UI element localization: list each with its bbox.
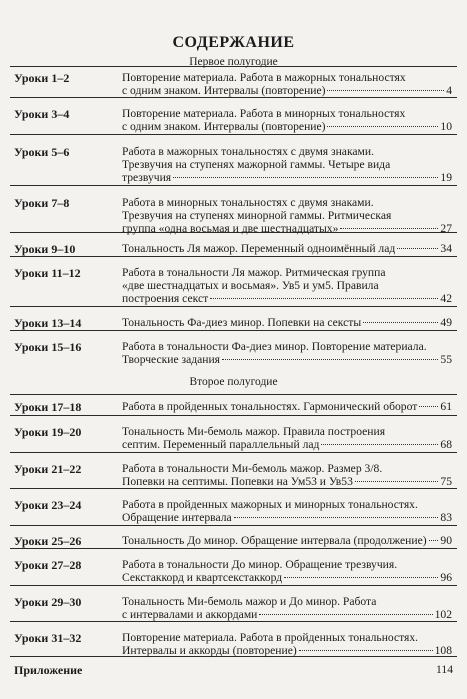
lesson-label: Уроки 23–24	[14, 498, 82, 512]
separator-line	[10, 621, 457, 622]
description-line: Повторение материала. Работа в мажорных тональностях	[122, 71, 406, 84]
description-line: Тональность Ля мажор. Переменный одноимённый лад	[122, 242, 396, 255]
description-line: с интервалами и аккордами	[122, 608, 258, 621]
description-line: «две шестнадцатых и восьмая». Ув5 и ум5. Правила	[122, 279, 379, 292]
description-line: Работа в минорных тональностях с двумя знаками.	[122, 196, 374, 209]
page-number: 4	[446, 84, 452, 97]
lesson-description	[122, 316, 452, 329]
description-last-line	[122, 171, 452, 184]
description-line: септим. Переменный параллельный лад	[122, 438, 320, 451]
description-last-line	[122, 571, 452, 584]
page-number: 83	[440, 511, 452, 524]
separator-line	[10, 525, 457, 526]
description-last-line	[122, 400, 452, 413]
lesson-label: Уроки 7–8	[14, 196, 70, 210]
lesson-description	[122, 462, 452, 488]
leader-dots	[355, 481, 439, 482]
description-line: с одним знаком. Интервалы (повторение)	[122, 84, 326, 97]
description-line: Работа в тональности Ля мажор. Ритмическая группа	[122, 266, 386, 279]
leader-dots	[340, 228, 438, 229]
leader-dots	[234, 517, 439, 518]
lesson-label: Уроки 15–16	[14, 340, 82, 354]
page-number: 75	[440, 475, 452, 488]
leader-dots	[284, 577, 438, 578]
page-number: 102	[434, 608, 452, 621]
description-line: Трезвучия на ступенях минорной гаммы. Ритмическая	[122, 209, 392, 222]
lesson-description	[122, 595, 452, 621]
page-number: 42	[440, 292, 452, 305]
lesson-description	[122, 71, 452, 97]
lesson-label: Уроки 1–2	[14, 71, 70, 85]
page-number: 90	[440, 534, 452, 547]
lesson-label: Уроки 3–4	[14, 107, 70, 121]
lesson-label: Уроки 29–30	[14, 595, 82, 609]
description-last-line	[122, 534, 452, 547]
lesson-description	[122, 400, 452, 413]
leader-dots	[173, 177, 438, 178]
description-last-line	[122, 292, 452, 305]
leader-dots	[327, 126, 438, 127]
page-number: 61	[440, 400, 452, 413]
description-line: группа «одна восьмая и две шестнадцатых»	[122, 222, 339, 235]
leader-dots	[222, 359, 438, 360]
description-line: Секстаккорд и квартсекстаккорд	[122, 571, 283, 584]
appendix-label: Приложение	[14, 663, 83, 677]
separator-line	[10, 134, 457, 135]
page-number: 19	[440, 171, 452, 184]
lesson-description	[122, 631, 452, 657]
lesson-description	[122, 498, 452, 524]
description-line: с одним знаком. Интервалы (повторение)	[122, 120, 326, 133]
description-line: Повторение материала. Работа в пройденных тональностях.	[122, 631, 419, 644]
page-number: 96	[440, 571, 452, 584]
leader-dots	[363, 322, 438, 323]
leader-dots	[419, 406, 438, 407]
lesson-description	[122, 534, 452, 547]
description-last-line	[122, 242, 452, 255]
semester-heading-2: Второе полугодие	[189, 376, 278, 388]
separator-line	[10, 66, 457, 67]
description-line: построения секст	[122, 292, 209, 305]
description-line: Тональность Ми-бемоль мажор и До минор. Работа	[122, 595, 377, 608]
page-number: 49	[440, 316, 452, 329]
leader-dots	[259, 614, 432, 615]
description-line: Работа в тональности Фа-диез минор. Повторение материала.	[122, 340, 427, 353]
separator-line	[10, 452, 457, 453]
lesson-description	[122, 196, 452, 235]
lesson-label: Уроки 31–32	[14, 631, 82, 645]
description-line: Попевки на септимы. Попевки на Ум53 и Ув53	[122, 475, 353, 488]
description-line: трезвучия	[122, 171, 172, 184]
lesson-description	[122, 340, 452, 366]
lesson-label: Уроки 17–18	[14, 400, 82, 414]
description-last-line	[122, 511, 452, 524]
page-number: 55	[440, 353, 452, 366]
lesson-label: Уроки 27–28	[14, 558, 82, 572]
description-line: Повторение материала. Работа в минорных тональностях	[122, 107, 406, 120]
lesson-label: Уроки 21–22	[14, 462, 82, 476]
description-line: Обращение интервала	[122, 511, 232, 524]
description-line: Работа в пройденных мажорных и минорных тональностях.	[122, 498, 418, 511]
description-last-line	[122, 353, 452, 366]
lesson-label: Уроки 25–26	[14, 534, 82, 548]
description-last-line	[122, 438, 452, 451]
description-line: Тональность Фа-диез минор. Попевки на сексты	[122, 316, 362, 329]
description-line: Работа в пройденных тональностях. Гармонический оборот	[122, 400, 418, 413]
leader-dots	[397, 248, 438, 249]
lesson-description	[122, 107, 452, 133]
separator-line	[10, 488, 457, 489]
description-line: Трезвучия на ступенях мажорной гаммы. Четыре вида	[122, 158, 391, 171]
lesson-description	[122, 425, 452, 451]
lesson-description	[122, 145, 452, 184]
page-number: 34	[440, 242, 452, 255]
lesson-label: Уроки 19–20	[14, 425, 82, 439]
semester-heading-1: Первое полугодие	[189, 56, 278, 68]
separator-line	[10, 394, 457, 395]
description-line: Работа в мажорных тональностях с двумя знаками.	[122, 145, 374, 158]
lesson-description	[122, 266, 452, 305]
appendix-page: 114	[436, 663, 453, 676]
leader-dots	[210, 298, 438, 299]
description-last-line	[122, 644, 452, 657]
page-number: 68	[440, 438, 452, 451]
separator-line	[10, 585, 457, 586]
lesson-label: Уроки 13–14	[14, 316, 82, 330]
description-line: Работа в тональности Ми-бемоль мажор. Размер 3/8.	[122, 462, 383, 475]
leader-dots	[299, 650, 433, 651]
page-number: 10	[440, 120, 452, 133]
leader-dots	[429, 540, 439, 541]
leader-dots	[321, 444, 438, 445]
page-number: 108	[434, 644, 452, 657]
lesson-label: Уроки 9–10	[14, 242, 76, 256]
separator-line	[10, 306, 457, 307]
lesson-description	[122, 558, 452, 584]
description-last-line	[122, 608, 452, 621]
separator-line	[10, 256, 457, 257]
separator-line	[10, 97, 457, 98]
description-last-line	[122, 475, 452, 488]
page-number: 27	[440, 222, 452, 235]
lesson-description	[122, 242, 452, 255]
description-line: Работа в тональности До минор. Обращение трезвучия.	[122, 558, 398, 571]
description-line: Тональность Ми-бемоль мажор. Правила построения	[122, 425, 386, 438]
description-last-line	[122, 316, 452, 329]
description-last-line	[122, 84, 452, 97]
description-last-line	[122, 120, 452, 133]
description-line: Творческие задания	[122, 353, 221, 366]
description-line: Тональность До минор. Обращение интервала (продолжение)	[122, 534, 427, 547]
page-title: СОДЕРЖАНИЕ	[172, 34, 295, 51]
separator-line	[10, 185, 457, 186]
description-last-line	[122, 222, 452, 235]
leader-dots	[327, 90, 444, 91]
separator-line	[10, 415, 457, 416]
lesson-label: Уроки 11–12	[14, 266, 81, 280]
lesson-label: Уроки 5–6	[14, 145, 70, 159]
description-line: Интервалы и аккорды (повторение)	[122, 644, 297, 657]
